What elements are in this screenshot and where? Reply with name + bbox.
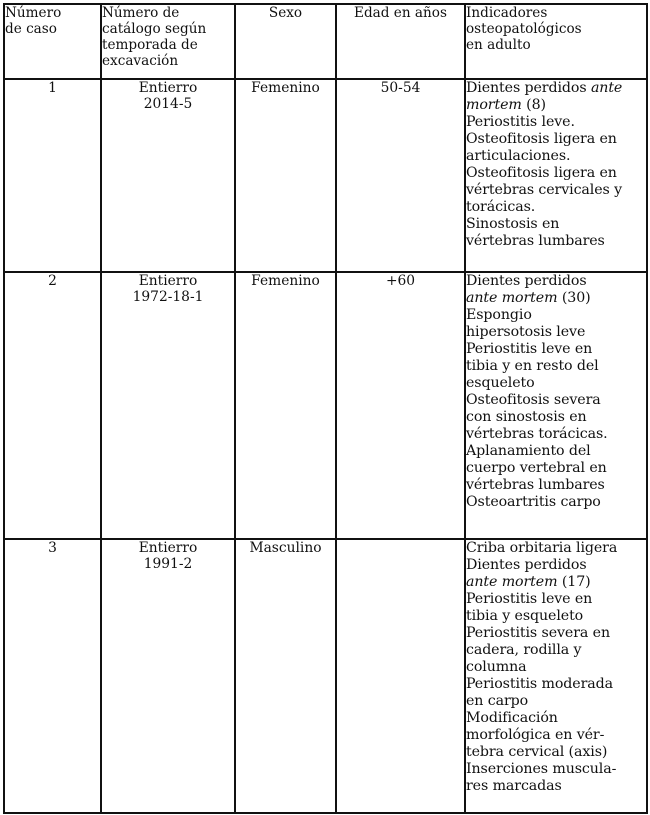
osteopathology-table [3, 3, 648, 814]
indicator-line: Osteoartritis carpo [466, 494, 601, 510]
indicator-line: Dientes perdidos [466, 557, 587, 573]
indicator-line: con sinostosis en [466, 409, 587, 425]
indicator-line: Dientes perdidos ante [466, 80, 623, 96]
indicator-line: hipersotosis leve [466, 324, 586, 340]
case-number-cell: 3 [4, 539, 101, 813]
table-row [4, 79, 647, 272]
header-indicators: Indicadores osteopatológicos en adulto [465, 4, 647, 79]
indicator-line: articulaciones. [466, 148, 571, 164]
indicators-cell [465, 79, 647, 272]
indicator-line: esqueleto [466, 375, 535, 391]
sex-cell: Femenino [235, 79, 336, 272]
indicator-line: cuerpo vertebral en [466, 460, 607, 476]
age-cell: 50-54 [336, 79, 465, 272]
indicator-line: res marcadas [466, 778, 562, 794]
header-catalog: Número de catálogo según temporada de excavación [101, 4, 235, 79]
indicator-line: vértebras torácicas. [466, 426, 608, 442]
header-case-number: Número de caso [4, 4, 101, 79]
table-row [4, 539, 647, 813]
indicator-line: tibia y en resto del [466, 358, 599, 374]
indicator-line: Inserciones muscula- [466, 761, 617, 777]
indicator-line: Osteofitosis severa [466, 392, 601, 408]
indicator-line: Dientes perdidos [466, 273, 587, 289]
header-sex: Sexo [235, 4, 336, 79]
indicator-line: columna [466, 659, 527, 675]
indicator-line: en carpo [466, 693, 529, 709]
indicators-cell [465, 539, 647, 813]
indicator-line: torácicas. [466, 199, 536, 215]
indicator-line: morfológica en vér- [466, 727, 605, 743]
indicator-line: Osteofitosis ligera en [466, 165, 617, 181]
indicator-line: ante mortem (17) [466, 574, 591, 590]
catalog-cell: Entierro 1972-18-1 [101, 272, 235, 539]
sex-cell: Masculino [235, 539, 336, 813]
indicator-line: tibia y esqueleto [466, 608, 584, 624]
indicator-line: cadera, rodilla y [466, 642, 582, 658]
indicator-line: Periostitis leve. [466, 114, 575, 130]
indicators-cell [465, 272, 647, 539]
table-header-row [4, 4, 647, 79]
indicator-line: Osteofitosis ligera en [466, 131, 617, 147]
catalog-cell: Entierro 2014-5 [101, 79, 235, 272]
case-number-cell: 2 [4, 272, 101, 539]
header-age: Edad en años [336, 4, 465, 79]
table-row [4, 272, 647, 539]
indicator-line: ante mortem (30) [466, 290, 591, 306]
indicator-line: Periostitis moderada [466, 676, 613, 692]
indicator-line: Periostitis leve en [466, 591, 593, 607]
indicator-line: mortem (8) [466, 97, 546, 113]
indicator-line: Criba orbitaria ligera [466, 540, 618, 556]
age-cell: +60 [336, 272, 465, 539]
indicator-line: Sinostosis en [466, 216, 560, 232]
indicator-line: tebra cervical (axis) [466, 744, 608, 760]
age-cell [336, 539, 465, 813]
indicator-line: vértebras lumbares [466, 477, 605, 493]
indicator-line: Espongio [466, 307, 532, 323]
case-number-cell: 1 [4, 79, 101, 272]
indicator-line: Periostitis severa en [466, 625, 610, 641]
catalog-cell: Entierro 1991-2 [101, 539, 235, 813]
indicator-line: Aplanamiento del [466, 443, 591, 459]
indicator-line: Periostitis leve en [466, 341, 593, 357]
sex-cell: Femenino [235, 272, 336, 539]
indicator-line: vértebras lumbares [466, 233, 605, 249]
indicator-line: vértebras cervicales y [466, 182, 623, 198]
indicator-line: Modificación [466, 710, 558, 726]
